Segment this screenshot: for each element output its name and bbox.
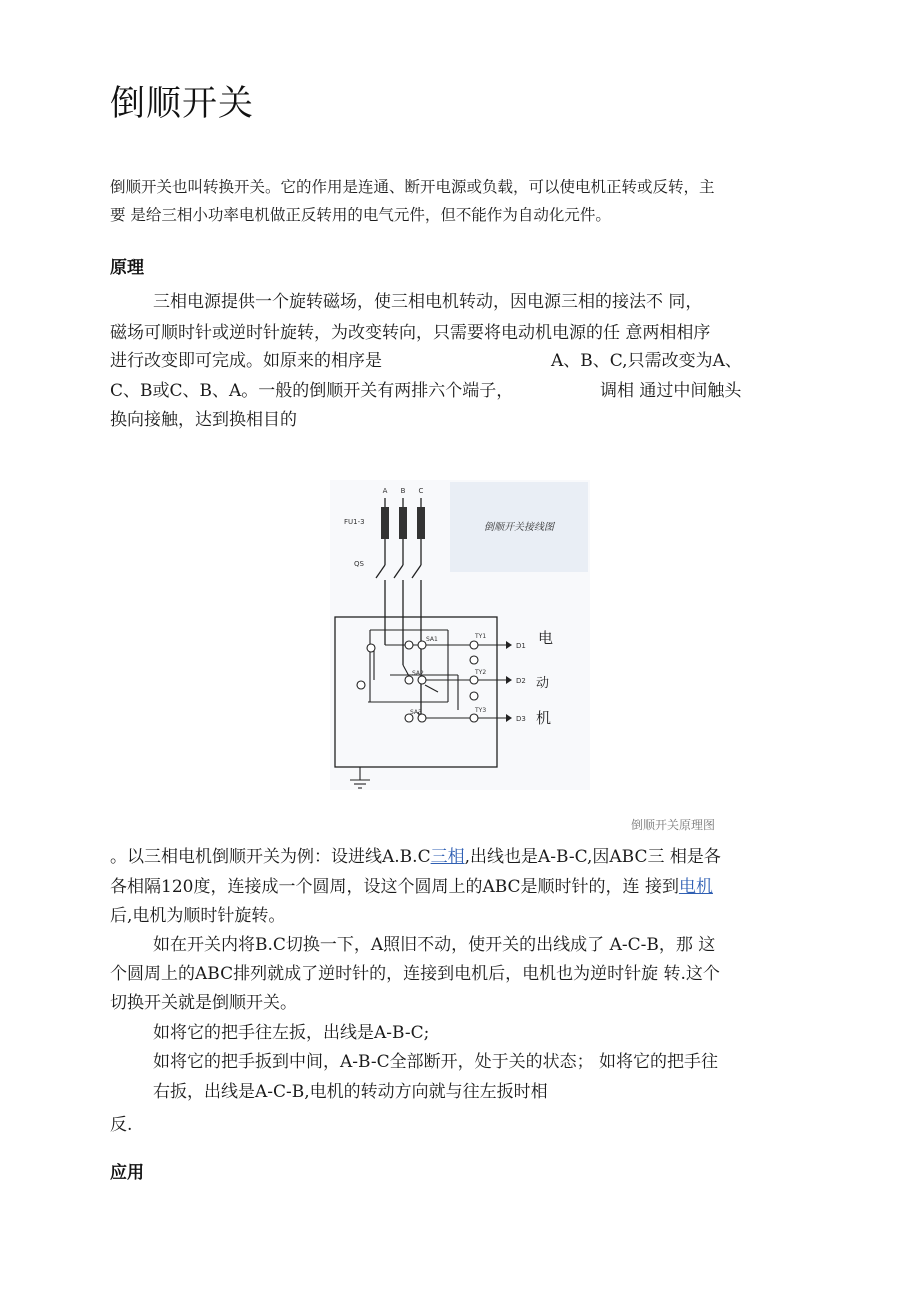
motor-label: 机 (536, 709, 552, 727)
example-text: 各相隔120度，连接成一个圆周，设这个圆周上的ABC是顺时针的，连 接到 (110, 877, 679, 897)
motor-label: 电 (538, 629, 554, 647)
three-phase-link[interactable]: 三相 (430, 847, 465, 867)
phase-label: A (382, 487, 388, 495)
principle-line: C、B或C、B、A。一般的倒顺开关有两排六个端子， (110, 381, 514, 401)
example-text: ,出线也是A-B-C,因ABC三 相是各 (464, 847, 721, 867)
principle-line: 调相 通过中间触头 (600, 381, 742, 401)
example-line: 如在开关内将B.C切换一下，A照旧不动，使开关的出线成了 A-C-B，那 这 (153, 935, 716, 955)
principle-line: 三相电源提供一个旋转磁场，使三相电机转动，因电源三相的接法不 同， (153, 292, 703, 312)
section-heading-principle: 原理 (110, 258, 144, 278)
principle-line: 换向接触，达到换相目的 (110, 410, 297, 430)
contact-label: SA2 (412, 670, 424, 677)
output-label: D2 (516, 677, 526, 685)
figure-caption: 倒顺开关原理图 (631, 818, 716, 832)
principle-line: A、B、C,只需改变为A、 (551, 351, 742, 371)
motor-label: 动 (536, 676, 550, 691)
phase-label: B (400, 487, 406, 495)
contact-label: TY2 (475, 669, 487, 676)
motor-link[interactable]: 电机 (678, 877, 713, 897)
fuse-label: FU1-3 (344, 518, 365, 526)
section-heading-application: 应用 (110, 1163, 144, 1183)
output-label: D3 (516, 715, 526, 723)
example-line (110, 842, 721, 867)
diagram-inner-title: 倒顺开关接线图 (484, 522, 554, 533)
example-line: 切换开关就是倒顺开关。 (110, 993, 297, 1013)
example-line: 如将它的把手往左扳，出线是A-B-C; (153, 1023, 430, 1043)
switch-label: QS (354, 560, 364, 568)
example-line: 反. (110, 1115, 133, 1135)
fuse-group (381, 507, 425, 539)
example-line: 后,电机为顺时针旋转。 (110, 906, 286, 926)
example-text: 。以三相电机倒顺开关为例：设进线A.B.C (110, 847, 431, 867)
intro-line: 要 是给三相小功率电机做正反转用的电气元件，但不能作为自动化元件。 (110, 206, 611, 224)
wiring-diagram (330, 480, 590, 790)
example-line: 右扳，出线是A-C-B,电机的转动方向就与往左扳时相 (153, 1082, 548, 1102)
contact-label: TY3 (475, 707, 487, 714)
intro-line: 倒顺开关也叫转换开关。它的作用是连通、断开电源或负载，可以使电机正转或反转，主 (110, 178, 715, 196)
page-title: 倒顺开关 (110, 84, 255, 124)
example-line (110, 872, 713, 897)
principle-line: 进行改变即可完成。如原来的相序是 (110, 351, 382, 371)
contact-label: TY1 (475, 633, 487, 640)
phase-label: C (418, 487, 424, 495)
example-line: 如将它的把手扳到中间，A-B-C全部断开，处于关的状态； 如将它的把手往 (153, 1052, 718, 1072)
contact-label: SA1 (426, 636, 438, 643)
contact-label: SA3 (410, 709, 422, 716)
output-label: D1 (516, 642, 526, 650)
principle-line: 磁场可顺时针或逆时针旋转，为改变转向，只需要将电动机电源的任 意两相相序 (110, 323, 711, 343)
intro-paragraph (110, 173, 800, 229)
example-line: 个圆周上的ABC排列就成了逆时针的，连接到电机后，电机也为逆时针旋 转.这个 (110, 964, 720, 984)
